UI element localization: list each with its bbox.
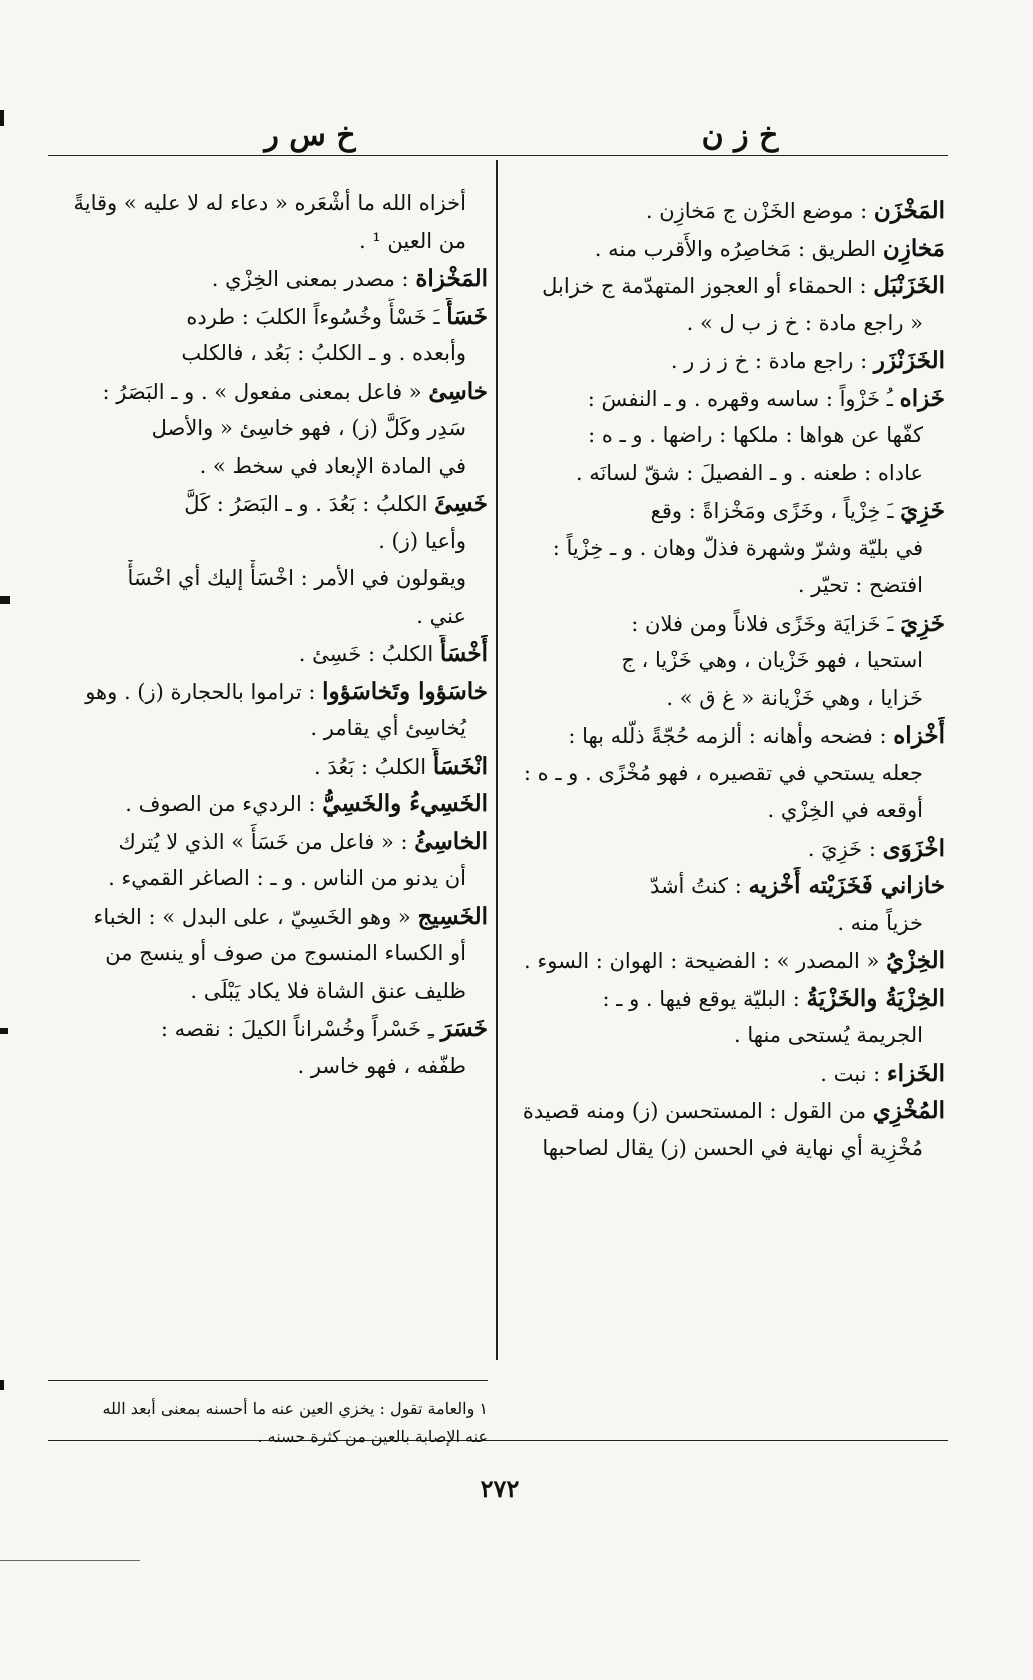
entry-line: [505, 267, 945, 305]
scan-edge-line: [0, 1560, 140, 1561]
entry-line: [505, 567, 945, 605]
entry-line: [48, 710, 488, 748]
definition-text: : البليّة يوقع فيها . و ـ :: [602, 986, 807, 1011]
definition-text: الطريق : مَخاصِرُه والأَقرب منه .: [594, 236, 883, 261]
headword: الخاسِئُ: [414, 827, 488, 855]
definition-text: وأبعده . و ـ الكلبُ : بَعُد ، فالكلب: [181, 341, 466, 365]
definition-text: : موضع الخَزْن ج مَخازِن .: [645, 199, 874, 223]
headword: الخَسِيءُ والخَسِيُّ: [322, 790, 488, 817]
definition-text: ـِ خَسْراً وخُسْراناً الكيلَ : نقصه :: [160, 1017, 441, 1041]
entry-line: [505, 1055, 945, 1093]
definition-text: عاداه : طعنه . و ـ الفصيلَ : شقّ لسانَه .: [575, 460, 923, 485]
entry-line: [505, 230, 945, 268]
definition-text: وأعيا (ز) .: [378, 528, 466, 553]
entry-line: [505, 417, 945, 455]
entry-line: [48, 785, 488, 823]
definition-text: الكلبُ : خَسِئ .: [298, 642, 440, 666]
entry-line: [48, 373, 488, 411]
headword: اخْزَوَى: [882, 834, 945, 862]
column-divider: [496, 160, 498, 1360]
definition-text: في المادة الإبعاد في سخط » .: [199, 453, 466, 478]
entry-line: [48, 298, 488, 336]
definition-text: : « فاعل من خَسَأَ » الذي لا يُترك: [118, 829, 415, 854]
entry-line: [505, 980, 945, 1018]
definition-text: : فضحه وأهانه : ألزمه حُجّةً ذلّله بها :: [568, 724, 894, 748]
entry-line: [505, 792, 945, 830]
definition-text: : مصدر بمعنى الخِزْي .: [211, 267, 416, 291]
definition-text: : الرديء من الصوف .: [125, 792, 323, 816]
right-column: [505, 192, 945, 1167]
headword: خَسَأَ: [446, 302, 488, 330]
headword: الخَزَنْبَل: [873, 272, 945, 299]
definition-text: « راجع مادة : خ ز ب ل » .: [686, 310, 923, 335]
definition-text: « وهو الخَسِيّ ، على البدل » : الخباء: [93, 904, 418, 929]
entry-line: [505, 680, 945, 718]
entry-line: [48, 598, 488, 636]
definition-text: ظليف عنق الشاة فلا يكاد يَبْلَى .: [190, 978, 466, 1003]
headword: خازاني فَخَزَيْته أَخْزيه: [748, 872, 945, 899]
definition-text: الجريمة يُستحى منها .: [734, 1023, 923, 1047]
left-column-header: خ س ر: [264, 118, 356, 153]
definition-text: أو الكساء المنسوج من صوف أو ينسج من: [105, 941, 466, 965]
entry-line: [48, 1048, 488, 1086]
definition-text: سَدِر وكَلَّ (ز) ، فهو خاسِئ « والأصل: [151, 416, 466, 440]
entry-line: [505, 605, 945, 643]
entry-line: [505, 530, 945, 568]
entry-line: [48, 898, 488, 936]
definition-text: كفّها عن هواها : ملكها : راضها . و ـ ه :: [588, 423, 923, 447]
entry-line: [48, 410, 488, 448]
definition-text: « المصدر » : الفضيحة : الهوان : السوء .: [524, 949, 887, 973]
definition-text: : كنتُ أشدّ: [649, 874, 749, 898]
headword: خاسَؤوا وتَخاسَؤوا: [322, 677, 488, 705]
entry-line: [505, 830, 945, 868]
entry-line: [48, 973, 488, 1011]
entry-line: [48, 673, 488, 711]
entry-line: [505, 192, 945, 230]
definition-text: جعله يستحي في تقصيره ، فهو مُخْزًى . و ـ ه :: [523, 760, 923, 785]
scan-mark: [0, 596, 10, 604]
definition-text: : الحمقاء أو العجوز المتهدّمة ج خزابل: [542, 274, 874, 298]
definition-text: طفّفه ، فهو خاسر .: [297, 1053, 466, 1078]
left-column: [48, 185, 488, 1085]
entry-line: [505, 905, 945, 943]
entry-line: [48, 523, 488, 561]
headword: خَسِئَ: [434, 490, 488, 517]
entry-line: [48, 935, 488, 973]
definition-text: افتضح : تحيّر .: [797, 573, 923, 597]
definition-text: أخزاه الله ما أشْعَره « دعاء له لا عليه » وقايةً: [73, 191, 466, 215]
entry-line: [505, 1017, 945, 1055]
definition-text: الكلبُ : بَعُدَ .: [313, 754, 433, 779]
headword: الخَزَنْزَر: [873, 347, 945, 374]
headword: خاسِئ: [428, 377, 488, 405]
headword: أَخْسَأَ: [439, 640, 488, 667]
entry-line: [505, 342, 945, 380]
definition-text: أوقعه في الخِزْي .: [767, 798, 923, 822]
entry-line: [48, 748, 488, 786]
entry-line: [505, 755, 945, 793]
definition-text: استحيا ، فهو خَزْيان ، وهي خَزْيا ، ج: [621, 648, 923, 672]
headword: المَخْزاة: [415, 265, 488, 292]
entry-line: [48, 223, 488, 261]
definition-text: : تراموا بالحجارة (ز) . وهو: [85, 679, 323, 704]
headword: انْخَسَأَ: [432, 752, 488, 780]
headword: الخِزْيُ: [886, 947, 945, 974]
entry-line: [48, 448, 488, 486]
definition-text: من القول : المستحسن (ز) ومنه قصيدة: [522, 1099, 873, 1123]
headword: خَسَرَ: [440, 1015, 488, 1042]
scan-mark: [0, 110, 4, 126]
entry-line: [48, 260, 488, 298]
entry-line: [505, 867, 945, 905]
headword: المُخْزِي: [872, 1097, 945, 1124]
definition-text: ـَ خِزْياً ، وخَزًى ومَخْزاةً : وقع: [650, 499, 901, 523]
footnote: [48, 1395, 488, 1451]
headword: الخِزْيَةُ والخَزْيَةُ: [806, 984, 945, 1012]
entry-line: [48, 1010, 488, 1048]
entry-line: [505, 1092, 945, 1130]
definition-text: عني .: [416, 603, 466, 628]
entry-line: [48, 485, 488, 523]
headword: خَزِيَ: [900, 497, 945, 524]
definition-text: ـَ خَسْأً وخُسُوءاً الكلبَ : طرده: [186, 304, 447, 329]
headword: الخَسِيج: [417, 902, 488, 930]
entry-line: [48, 560, 488, 598]
definition-text: ويقولون في الأمر : اخْسَأْ إليك أي اخْسَأْ: [127, 566, 466, 590]
footnote-line: عنه الإصابة بالعين من كثرة حسنه .: [257, 1427, 488, 1446]
scan-mark: [0, 1380, 4, 1390]
definition-text: أن يدنو من الناس . و ـ : الصاغر القميء .: [108, 866, 466, 890]
right-column-header: خ ز ن: [701, 118, 779, 153]
definition-text: خَزايا ، وهي خَزْيانة « غ ق » .: [666, 685, 923, 710]
entry-line: [505, 492, 945, 530]
entry-line: [505, 1130, 945, 1168]
footnote-rule: [48, 1380, 488, 1381]
definition-text: : نبت .: [820, 1061, 887, 1086]
headword: المَخْزَن: [873, 197, 945, 224]
definition-text: يُخاسِئ أي يقامر .: [310, 716, 466, 740]
footnote-line: ١ والعامة تقول : يخزي العين عنه ما أحسنه بمعنى أبعد الله: [102, 1399, 488, 1418]
entry-line: [505, 717, 945, 755]
entry-line: [48, 860, 488, 898]
entry-line: [48, 823, 488, 861]
header-rule: [48, 155, 948, 156]
definition-text: مُخْزِية أي نهاية في الحسن (ز) يقال لصاحبها: [542, 1135, 923, 1160]
definition-text: : خَزِيَ .: [807, 836, 883, 861]
definition-text: ـُ خَزْواً : ساسه وقهره . و ـ النفسَ :: [587, 386, 900, 411]
headword: مَخازِن: [882, 234, 945, 262]
definition-text: : راجع مادة : خ ز ز ر .: [670, 349, 874, 373]
definition-text: « فاعل بمعنى مفعول » . و ـ البَصَرُ :: [102, 379, 429, 404]
headword: خَزِيَ: [900, 609, 945, 637]
definition-text: الكلبُ : بَعُدَ . و ـ البَصَرُ : كَلَّ: [184, 492, 435, 516]
definition-text: في بليّة وشرّ وشهرة فذلّ وهان . و ـ خِزْياً :: [552, 535, 923, 560]
definition-text: خزياً منه .: [837, 910, 923, 935]
entry-line: [48, 335, 488, 373]
entry-line: [505, 942, 945, 980]
definition-text: من العين ¹ .: [358, 228, 466, 253]
entry-line: [48, 185, 488, 223]
headword: الخَزاء: [886, 1059, 945, 1087]
entry-line: [48, 635, 488, 673]
headword: أَخْزاه: [893, 722, 945, 749]
entry-line: [505, 455, 945, 493]
entry-line: [505, 642, 945, 680]
entry-line: [505, 380, 945, 418]
definition-text: ـَ خَزايَة وخَزًى فلاناً ومن فلان :: [631, 611, 901, 636]
entry-line: [505, 305, 945, 343]
headword: خَزاه: [899, 384, 945, 412]
scan-mark: [0, 1028, 8, 1034]
page-number: ٢٧٢: [480, 1474, 520, 1503]
